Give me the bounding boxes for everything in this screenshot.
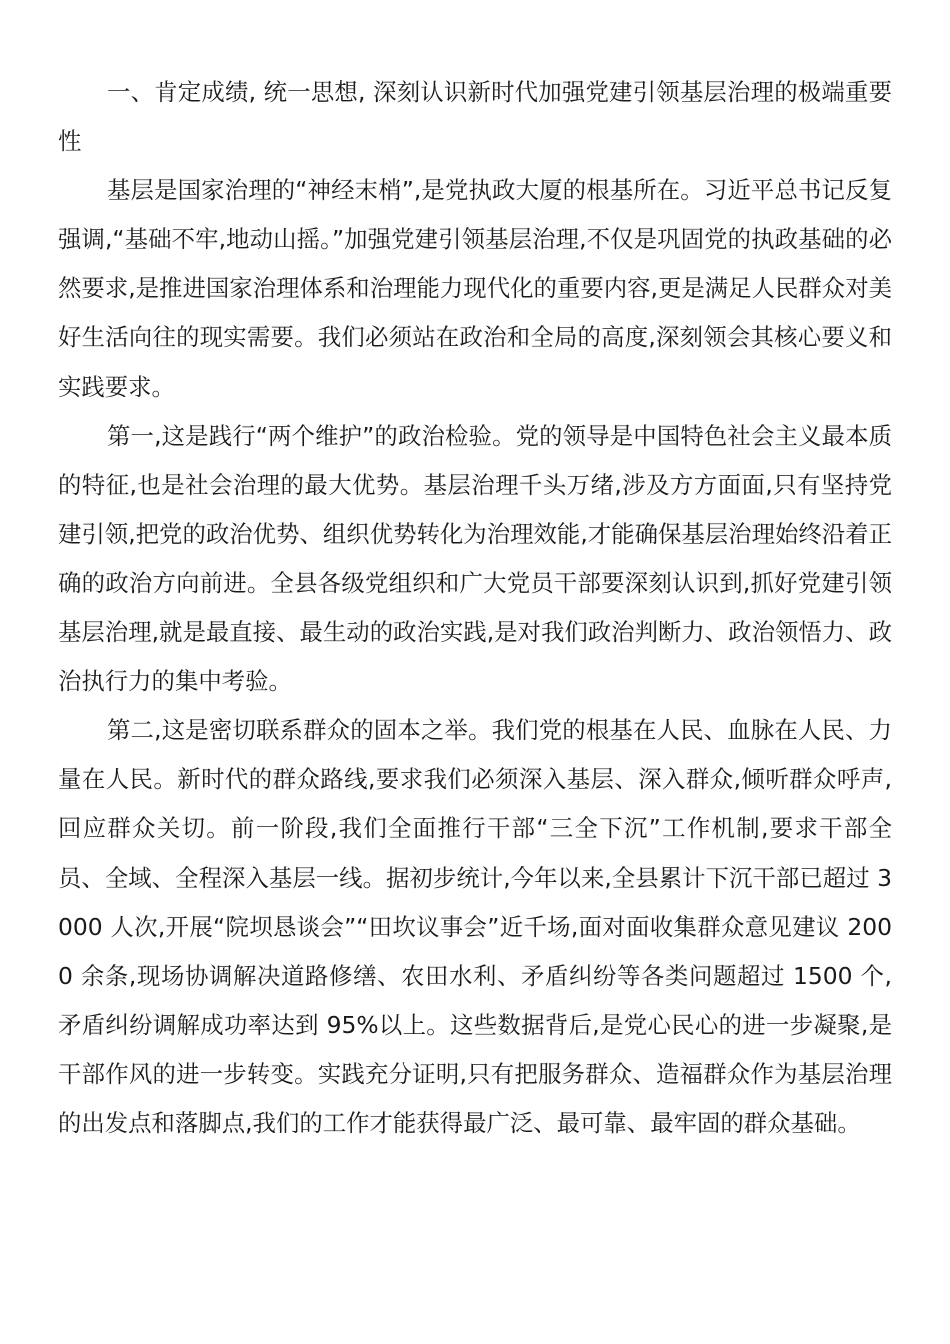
paragraph-point-two: 第二,这是密切联系群众的固本之举。我们党的根基在人民、血脉在人民、力量在人民。新时代的群众路线,要求我们必须深入基层、深入群众,倾听群众呼声,回应群众关切。前一阶段,我们全面推行干部“三全下沉”工作机制,要求干部全员、全域、全程深入基层一线。据初步统计,今年以来,全县累计下沉干部已超过 3000 人次,开展“院坝恳谈会”“田坎议事会”近千场,面对面收集群众意见建议 2000 余条,现场协调解决道路修缮、农田水利、矛盾纠纷等各类问题超过 1500 个,矛盾纠纷调解成功率达到 95%以上。这些数据背后,是党心民心的进一步凝聚,是干部作风的进一步转变。实践充分证明,只有把服务群众、造福群众作为基层治理的出发点和落脚点,我们的工作才能获得最广泛、最可靠、最牢固的群众基础。 — [58, 716, 892, 1137]
paragraph-point-one: 第一,这是践行“两个维护”的政治检验。党的领导是中国特色社会主义最本质的特征,也是社会治理的最大优势。基层治理千头万绪,涉及方方面面,只有坚持党建引领,把党的政治优势、组织优势转化为治理效能,才能确保基层治理始终沿着正确的政治方向前进。全县各级党组织和广大党员干部要深刻认识到,抓好党建引领基层治理,就是最直接、最生动的政治实践,是对我们政治判断力、政治领悟力、政治执行力的集中考验。 — [58, 421, 892, 696]
paragraph-intro: 基层是国家治理的“神经末梢”,是党执政大厦的根基所在。习近平总书记反复强调,“基础不牢,地动山摇。”加强党建引领基层治理,不仅是巩固党的执政基础的必然要求,是推进国家治理体系和治理能力现代化的重要内容,更是满足人民群众对美好生活向往的现实需要。我们必须站在政治和全局的高度,深刻领会其核心要义和实践要求。 — [58, 176, 892, 401]
document-page — [58, 68, 892, 1148]
section-heading: 一、肯定成绩, 统一思想, 深刻认识新时代加强党建引领基层治理的极端重要性 — [58, 78, 892, 156]
